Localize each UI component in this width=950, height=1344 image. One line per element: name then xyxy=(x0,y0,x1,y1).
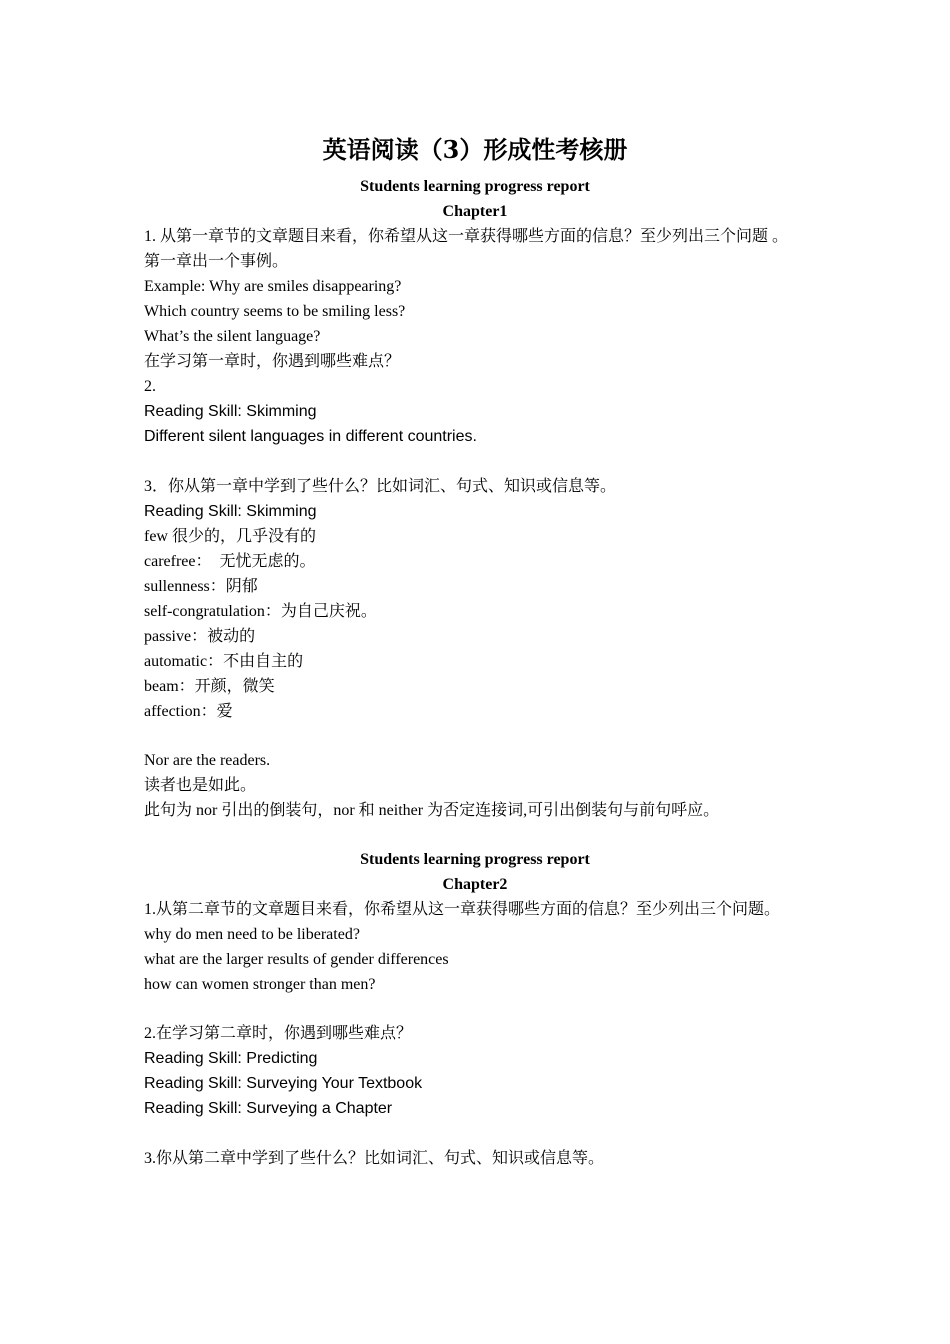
ch2-skill-predicting: Reading Skill: Predicting xyxy=(144,1050,318,1067)
chapter1-heading: Chapter1 xyxy=(442,203,508,220)
vocab-beam: beam：开颜，微笑 xyxy=(144,678,275,695)
ch2-question-3: 3.你从第二章中学到了些什么？比如词汇、句式、知识或信息等。 xyxy=(144,1150,605,1167)
ch2-skill-surveying-chapter: Reading Skill: Surveying a Chapter xyxy=(144,1100,393,1117)
ch1-reading-skill-2: Reading Skill: Skimming xyxy=(144,503,317,520)
ch1-example-question-2: Which country seems to be smiling less? xyxy=(144,303,406,320)
ch1-silent-languages: Different silent languages in different countries. xyxy=(144,428,477,445)
ch2-question-b: what are the larger results of gender differences xyxy=(144,951,449,968)
ch1-example-note: 第一章出一个事例。 xyxy=(144,253,289,270)
vocab-passive: passive：被动的 xyxy=(144,628,256,645)
vocab-automatic: automatic：不由自主的 xyxy=(144,653,304,670)
ch2-question-1: 1.从第二章节的文章题目来看，你希望从这一章获得哪些方面的信息？至少列出三个问题。 xyxy=(144,901,781,918)
chapter2-report-heading: Students learning progress report xyxy=(360,851,590,868)
sentence-explanation: 此句为 nor 引出的倒装句，nor 和 neither 为否定连接词,可引出倒装句与前句呼应。 xyxy=(144,802,720,819)
ch2-question-a: why do men need to be liberated? xyxy=(144,926,360,943)
ch1-question-3: 3．你从第一章中学到了些什么？比如词汇、句式、知识或信息等。 xyxy=(144,478,617,495)
sentence-translation: 读者也是如此。 xyxy=(144,777,257,794)
ch1-example-question-3: What’s the silent language? xyxy=(144,328,321,345)
ch2-difficulty-question: 2.在学习第二章时，你遇到哪些难点？ xyxy=(144,1025,413,1042)
vocab-affection: affection：爱 xyxy=(144,703,233,720)
ch1-item-2-number: 2. xyxy=(144,378,156,395)
ch1-difficulty-question: 在学习第一章时，你遇到哪些难点？ xyxy=(144,353,401,370)
ch2-question-c: how can women stronger than men? xyxy=(144,976,376,993)
ch1-example-question-1: Example: Why are smiles disappearing? xyxy=(144,278,402,295)
document-title: 英语阅读（3）形成性考核册 xyxy=(322,135,628,164)
vocab-self-congratulation: self-congratulation：为自己庆祝。 xyxy=(144,603,377,620)
vocab-few: few 很少的，几乎没有的 xyxy=(144,528,316,545)
chapter1-report-heading: Students learning progress report xyxy=(360,178,590,195)
vocab-sullenness: sullenness：阴郁 xyxy=(144,578,258,595)
sentence-nor: Nor are the readers. xyxy=(144,752,271,769)
chapter2-heading: Chapter2 xyxy=(442,876,508,893)
ch1-question-1: 1. 从第一章节的文章题目来看，你希望从这一章获得哪些方面的信息？至少列出三个问题 。 xyxy=(144,228,789,245)
ch2-skill-surveying-textbook: Reading Skill: Surveying Your Textbook xyxy=(144,1075,423,1092)
vocab-carefree: carefree： 无忧无虑的。 xyxy=(144,553,316,570)
ch1-reading-skill: Reading Skill: Skimming xyxy=(144,403,317,420)
